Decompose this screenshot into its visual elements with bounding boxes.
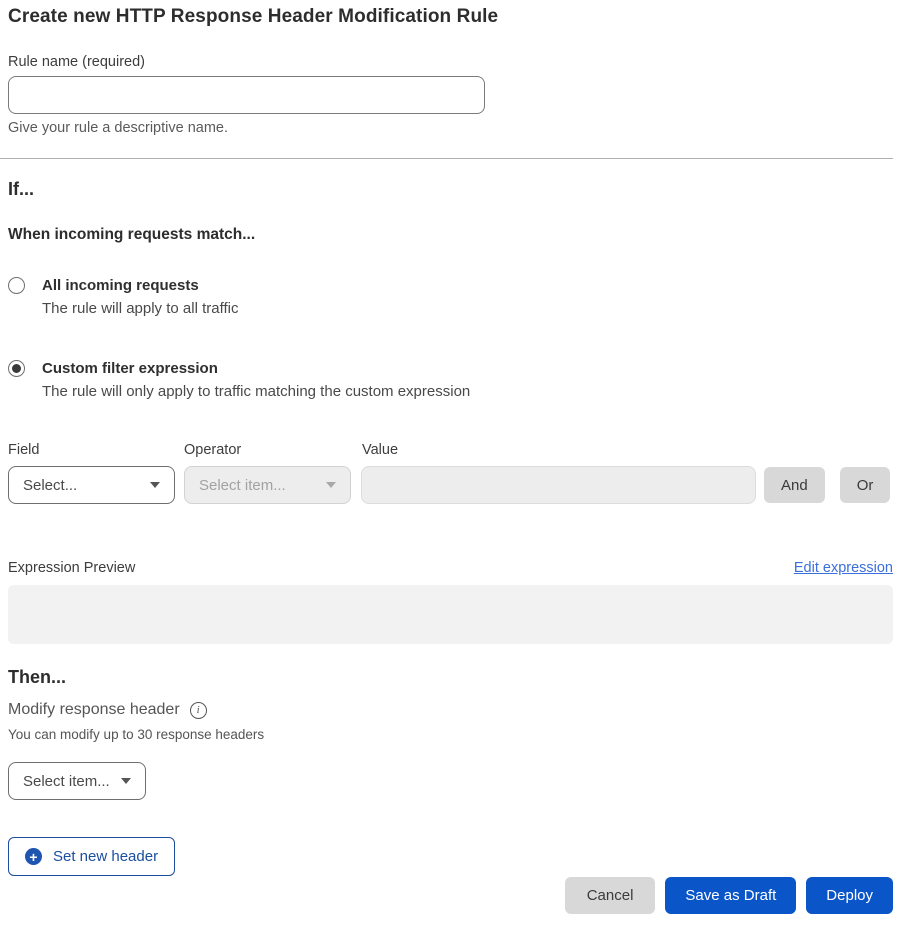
radio-label: All incoming requests	[42, 277, 199, 294]
value-input[interactable]	[361, 466, 756, 504]
radio-option-text	[42, 359, 470, 400]
radio-label: Custom filter expression	[42, 360, 218, 377]
modify-header-row	[8, 701, 893, 719]
radio-dot	[12, 364, 21, 373]
set-new-header-button[interactable]	[8, 837, 175, 876]
operator-label: Operator	[184, 442, 242, 458]
expression-preview-header	[8, 560, 893, 576]
edit-expression-link[interactable]: Edit expression	[793, 560, 893, 576]
header-action-select[interactable]	[8, 762, 146, 800]
if-heading: If...	[8, 179, 34, 199]
radio-option-all-requests[interactable]	[8, 276, 893, 317]
and-button[interactable]: And	[764, 467, 825, 503]
chevron-down-icon	[150, 482, 160, 488]
chevron-down-icon	[326, 482, 336, 488]
rule-name-helper: Give your rule a descriptive name.	[8, 120, 229, 136]
radio-description: The rule will only apply to traffic matching the custom expression	[42, 383, 471, 400]
header-action-select-value: Select item...	[23, 772, 110, 790]
rule-name-input[interactable]	[8, 76, 485, 114]
deploy-button[interactable]: Deploy	[806, 877, 893, 914]
form-footer	[8, 877, 893, 914]
field-select-value: Select...	[23, 476, 78, 494]
set-new-header-label: Set new header	[53, 848, 159, 865]
radio-description: The rule will apply to all traffic	[42, 300, 239, 317]
modify-header-helper: You can modify up to 30 response headers	[8, 727, 265, 742]
radio-option-text	[42, 276, 238, 317]
plus-icon: +	[25, 848, 42, 865]
radio-button[interactable]	[8, 277, 25, 294]
operator-select[interactable]	[184, 466, 351, 504]
section-divider	[0, 158, 893, 159]
expression-preview-box	[8, 585, 893, 644]
cancel-button[interactable]: Cancel	[565, 877, 656, 914]
value-label: Value	[362, 442, 399, 458]
radio-option-custom-expression[interactable]	[8, 359, 893, 400]
radio-button[interactable]	[8, 360, 25, 377]
builder-labels	[8, 442, 893, 458]
save-as-draft-button[interactable]: Save as Draft	[665, 877, 796, 914]
modify-header-label: Modify response header	[8, 701, 180, 718]
or-button[interactable]: Or	[840, 467, 891, 503]
rule-name-label: Rule name (required)	[8, 54, 146, 70]
then-heading: Then...	[8, 667, 66, 687]
builder-controls	[8, 466, 893, 504]
field-select[interactable]	[8, 466, 175, 504]
chevron-down-icon	[121, 778, 131, 784]
page-title: Create new HTTP Response Header Modification Rule	[8, 6, 499, 27]
match-subheading: When incoming requests match...	[8, 226, 256, 243]
operator-select-value: Select item...	[199, 476, 286, 494]
field-label: Field	[8, 442, 40, 458]
expression-builder	[8, 442, 893, 504]
expression-preview-label: Expression Preview	[8, 560, 136, 576]
info-icon[interactable]: i	[190, 702, 207, 719]
